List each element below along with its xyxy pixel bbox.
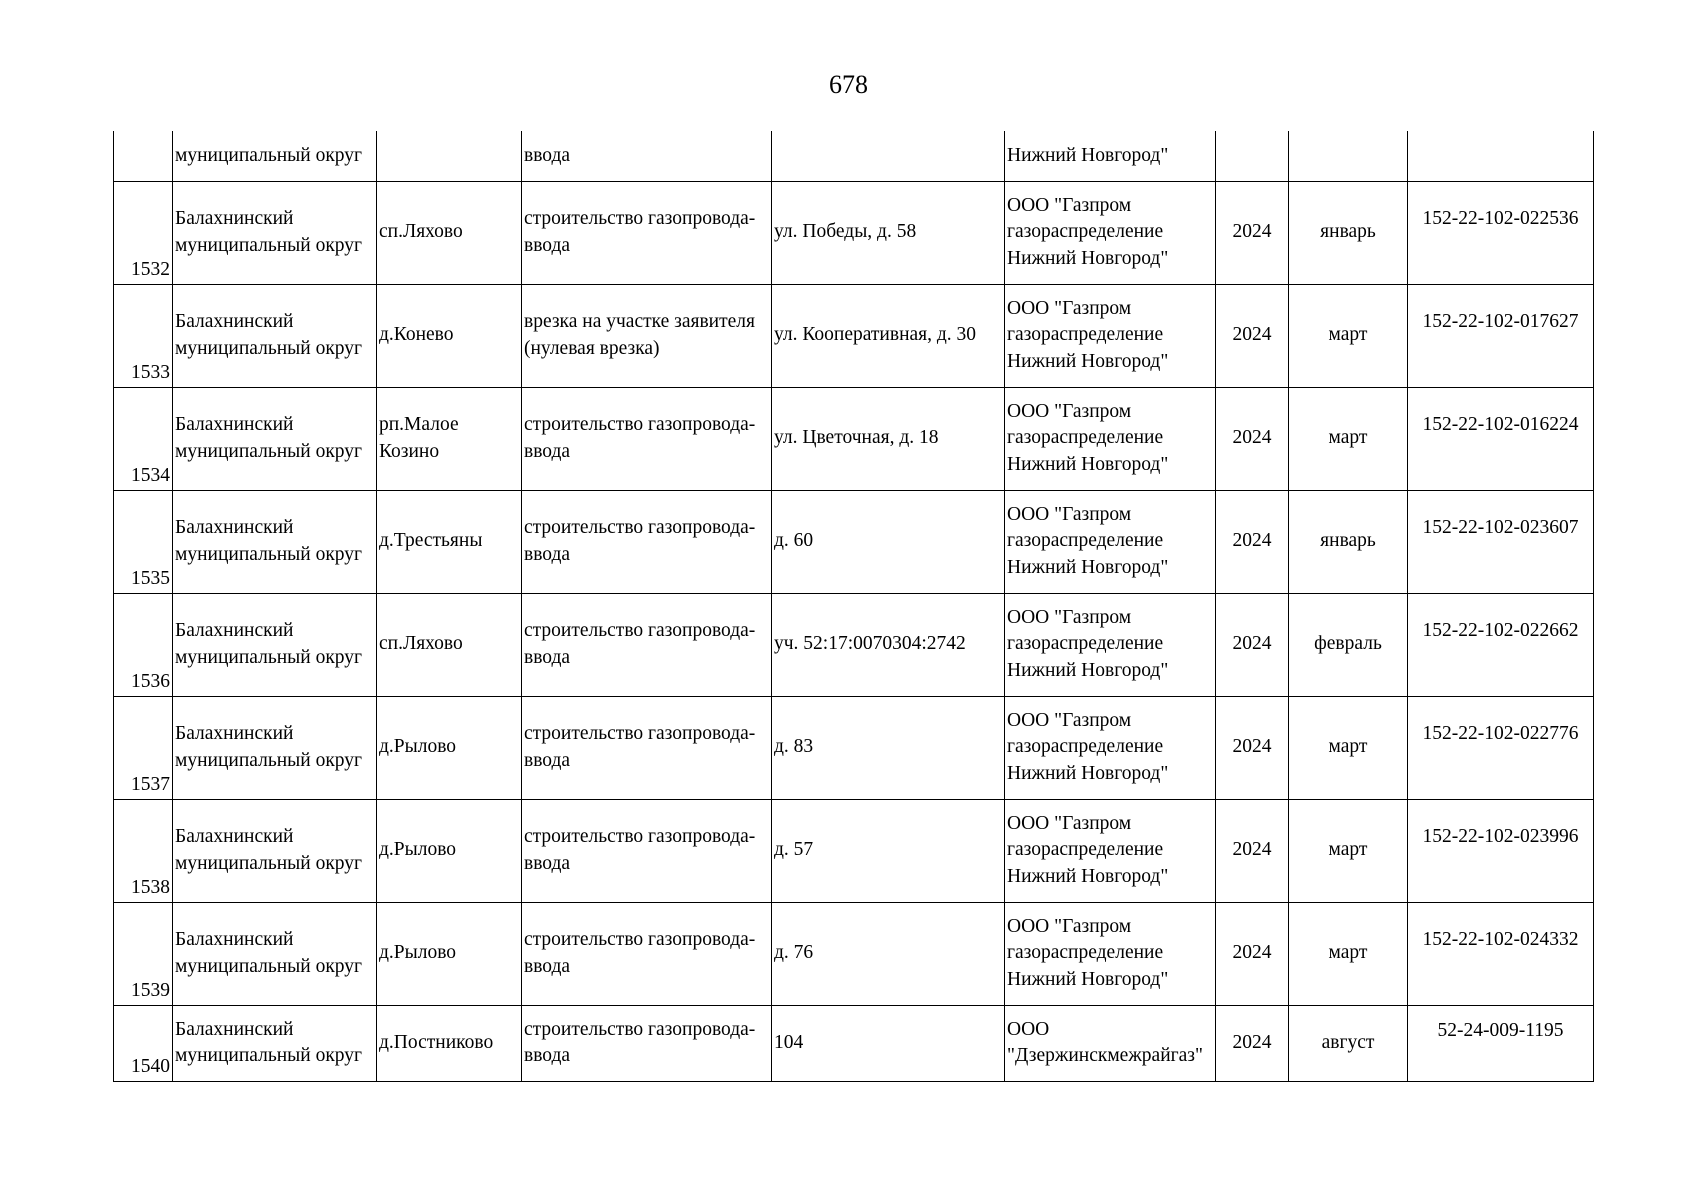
cell-district-line: муниципальный округ	[175, 234, 363, 256]
cell-settlement-line: Козино	[379, 440, 440, 462]
cell-work-line: ввода	[524, 646, 571, 668]
cell-settlement	[377, 181, 522, 284]
cell-contract: 152-22-102-016224	[1408, 387, 1594, 490]
cell-org-line: газораспределение	[1007, 736, 1164, 758]
table-row	[114, 490, 1594, 593]
cell-address	[772, 593, 1005, 696]
cell-work	[522, 387, 772, 490]
cell-settlement	[377, 490, 522, 593]
cell-work-line: строительство газопровода-	[524, 1018, 756, 1040]
cell-settlement-line: рп.Малое	[379, 414, 459, 435]
cell-address-line: ул. Победы, д. 58	[774, 221, 917, 243]
cell-org	[1005, 387, 1216, 490]
cell-month: март	[1289, 799, 1408, 902]
cell-settlement	[377, 902, 522, 1005]
cell-org-line: газораспределение	[1007, 530, 1164, 552]
cell-org-line: Нижний Новгород"	[1007, 968, 1169, 990]
cell-contract: 152-22-102-022776	[1408, 696, 1594, 799]
cell-address-line: д. 76	[774, 942, 814, 964]
cell-year: 2024	[1216, 284, 1289, 387]
cell-work	[522, 1005, 772, 1081]
cell-org-line: ООО "Газпром	[1007, 194, 1132, 216]
cell-work-line: ввода	[524, 1045, 571, 1066]
page-number: 678	[829, 70, 868, 99]
cell-org-line: Нижний Новгород"	[1007, 659, 1169, 681]
cell-month: январь	[1289, 181, 1408, 284]
cell-district-line: Балахнинский	[175, 208, 294, 229]
cell-settlement	[377, 284, 522, 387]
gas-connection-table	[113, 131, 1594, 1082]
cell-address-line: уч. 52:17:0070304:2742	[774, 633, 966, 655]
cell-contract	[1408, 131, 1594, 181]
cell-work	[522, 902, 772, 1005]
cell-month: август	[1289, 1005, 1408, 1081]
cell-district-line: Балахнинский	[175, 414, 294, 435]
cell-settlement	[377, 593, 522, 696]
cell-district-line: муниципальный округ	[175, 543, 363, 565]
cell-org-line: газораспределение	[1007, 633, 1164, 655]
cell-address-line: д. 60	[774, 530, 814, 552]
cell-district	[173, 490, 377, 593]
cell-work	[522, 799, 772, 902]
table-row	[114, 387, 1594, 490]
table-row	[114, 593, 1594, 696]
cell-org-line: Нижний Новгород"	[1007, 762, 1169, 784]
cell-work-line: врезка на участке заявителя	[524, 311, 755, 332]
cell-district	[173, 181, 377, 284]
cell-settlement-line: д.Постниково	[379, 1031, 494, 1053]
cell-address	[772, 490, 1005, 593]
cell-work-line: ввода	[524, 543, 571, 565]
cell-district	[173, 799, 377, 902]
cell-org	[1005, 799, 1216, 902]
cell-district-line: Балахнинский	[175, 826, 294, 847]
cell-org-line: газораспределение	[1007, 427, 1164, 449]
cell-settlement	[377, 1005, 522, 1081]
cell-year: 2024	[1216, 181, 1289, 284]
cell-contract: 152-22-102-023996	[1408, 799, 1594, 902]
cell-year	[1216, 131, 1289, 181]
cell-work-line: строительство газопровода-	[524, 723, 756, 744]
cell-settlement-line: д.Рылово	[379, 736, 457, 758]
cell-num: 1535	[114, 490, 173, 593]
cell-num: 1537	[114, 696, 173, 799]
cell-org	[1005, 490, 1216, 593]
cell-org	[1005, 696, 1216, 799]
cell-work-line: (нулевая врезка)	[524, 337, 660, 359]
cell-address	[772, 284, 1005, 387]
cell-district	[173, 593, 377, 696]
cell-settlement-line: д.Рылово	[379, 942, 457, 964]
cell-address	[772, 799, 1005, 902]
cell-address	[772, 131, 1005, 181]
cell-settlement-line: д.Трестьяны	[379, 530, 483, 552]
cell-org-line: ООО	[1007, 1018, 1050, 1040]
cell-org-line: ООО "Газпром	[1007, 915, 1132, 937]
cell-org-line: ООО "Газпром	[1007, 297, 1132, 319]
cell-org-line: ООО "Газпром	[1007, 503, 1132, 525]
cell-settlement-line: д.Рылово	[379, 839, 457, 861]
cell-district-line: Балахнинский	[175, 1018, 294, 1040]
cell-work-line: строительство газопровода-	[524, 414, 756, 435]
cell-work	[522, 284, 772, 387]
cell-address	[772, 902, 1005, 1005]
cell-district	[173, 1005, 377, 1081]
cell-work	[522, 181, 772, 284]
cell-district-line: муниципальный округ	[175, 749, 363, 771]
cell-org-line: ООО "Газпром	[1007, 606, 1132, 628]
cell-district: муниципальный округ	[173, 131, 377, 181]
table-row	[114, 799, 1594, 902]
cell-num: 1534	[114, 387, 173, 490]
cell-month: март	[1289, 902, 1408, 1005]
cell-work-line: ввода	[524, 234, 571, 256]
cell-month	[1289, 131, 1408, 181]
cell-org	[1005, 181, 1216, 284]
cell-work	[522, 696, 772, 799]
cell-contract: 152-22-102-023607	[1408, 490, 1594, 593]
cell-org	[1005, 1005, 1216, 1081]
cell-num: 1533	[114, 284, 173, 387]
cell-district-line: Балахнинский	[175, 723, 294, 744]
cell-settlement	[377, 387, 522, 490]
cell-num: 1539	[114, 902, 173, 1005]
cell-work	[522, 490, 772, 593]
cell-district-line: Балахнинский	[175, 517, 294, 538]
cell-month: февраль	[1289, 593, 1408, 696]
table-row	[114, 902, 1594, 1005]
cell-settlement	[377, 799, 522, 902]
cell-work-line: строительство газопровода-	[524, 929, 756, 950]
cell-district-line: муниципальный округ	[175, 646, 363, 668]
cell-org-line: Нижний Новгород"	[1007, 556, 1169, 578]
cell-org	[1005, 284, 1216, 387]
cell-district-line: Балахнинский	[175, 311, 294, 332]
cell-org-line: ООО "Газпром	[1007, 400, 1132, 422]
cell-district-line: Балахнинский	[175, 929, 294, 950]
cell-org-line: ООО "Газпром	[1007, 709, 1132, 731]
cell-org: Нижний Новгород"	[1005, 131, 1216, 181]
cell-year: 2024	[1216, 696, 1289, 799]
cell-month: январь	[1289, 490, 1408, 593]
cell-year: 2024	[1216, 490, 1289, 593]
cell-work-line: ввода	[524, 852, 571, 874]
cell-address	[772, 1005, 1005, 1081]
cell-address-line: д. 57	[774, 839, 814, 861]
cell-year: 2024	[1216, 387, 1289, 490]
cell-org	[1005, 593, 1216, 696]
cell-address	[772, 387, 1005, 490]
cell-district	[173, 902, 377, 1005]
cell-work-line: строительство газопровода-	[524, 517, 756, 538]
cell-contract: 152-22-102-022662	[1408, 593, 1594, 696]
cell-org-line: "Дзержинскмежрайгаз"	[1007, 1045, 1203, 1066]
cell-org-line: газораспределение	[1007, 839, 1164, 861]
table-row	[114, 284, 1594, 387]
cell-address-line: 104	[774, 1031, 804, 1053]
cell-contract: 152-22-102-024332	[1408, 902, 1594, 1005]
cell-district-line: муниципальный округ	[175, 337, 363, 359]
cell-work-line: строительство газопровода-	[524, 620, 756, 641]
cell-address-line: д. 83	[774, 736, 814, 758]
cell-settlement-line: д.Конево	[379, 324, 454, 346]
cell-address	[772, 181, 1005, 284]
cell-year: 2024	[1216, 593, 1289, 696]
cell-work: ввода	[522, 131, 772, 181]
cell-work-line: строительство газопровода-	[524, 826, 756, 847]
cell-work-line: ввода	[524, 749, 571, 771]
cell-num: 1540	[114, 1005, 173, 1081]
cell-org-line: Нижний Новгород"	[1007, 350, 1169, 372]
cell-contract: 152-22-102-017627	[1408, 284, 1594, 387]
cell-num: 1532	[114, 181, 173, 284]
cell-org-line: Нижний Новгород"	[1007, 247, 1169, 269]
cell-org-line: газораспределение	[1007, 221, 1164, 243]
cell-district	[173, 284, 377, 387]
cell-district-line: муниципальный округ	[175, 955, 363, 977]
cell-district	[173, 387, 377, 490]
table-row	[114, 1005, 1594, 1081]
cell-num: 1538	[114, 799, 173, 902]
cell-district-line: муниципальный округ	[175, 1045, 363, 1066]
cell-year: 2024	[1216, 902, 1289, 1005]
cell-settlement-line: сп.Ляхово	[379, 221, 463, 243]
cell-district-line: муниципальный округ	[175, 440, 363, 462]
cell-org-line: Нижний Новгород"	[1007, 865, 1169, 887]
cell-work-line: строительство газопровода-	[524, 208, 756, 229]
cell-contract: 152-22-102-022536	[1408, 181, 1594, 284]
cell-contract: 52-24-009-1195	[1408, 1005, 1594, 1081]
cell-work	[522, 593, 772, 696]
cell-district-line: Балахнинский	[175, 620, 294, 641]
cell-work-line: ввода	[524, 440, 571, 462]
cell-month: март	[1289, 387, 1408, 490]
cell-org-line: ООО "Газпром	[1007, 812, 1132, 834]
cell-org	[1005, 902, 1216, 1005]
cell-settlement-line: сп.Ляхово	[379, 633, 463, 655]
cell-settlement	[377, 696, 522, 799]
cell-year: 2024	[1216, 1005, 1289, 1081]
cell-district-line: муниципальный округ	[175, 852, 363, 874]
cell-org-line: газораспределение	[1007, 942, 1164, 964]
cell-year: 2024	[1216, 799, 1289, 902]
table-row	[114, 181, 1594, 284]
cell-settlement	[377, 131, 522, 181]
table-body	[114, 131, 1594, 1081]
cell-org-line: газораспределение	[1007, 324, 1164, 346]
cell-address-line: ул. Цветочная, д. 18	[774, 427, 939, 449]
cell-address-line: ул. Кооперативная, д. 30	[774, 324, 977, 346]
table-row-continuation	[114, 131, 1594, 181]
cell-work-line: ввода	[524, 955, 571, 977]
cell-org-line: Нижний Новгород"	[1007, 453, 1169, 475]
table-row	[114, 696, 1594, 799]
cell-month: март	[1289, 696, 1408, 799]
cell-num	[114, 131, 173, 181]
cell-month: март	[1289, 284, 1408, 387]
cell-num: 1536	[114, 593, 173, 696]
cell-district	[173, 696, 377, 799]
cell-address	[772, 696, 1005, 799]
